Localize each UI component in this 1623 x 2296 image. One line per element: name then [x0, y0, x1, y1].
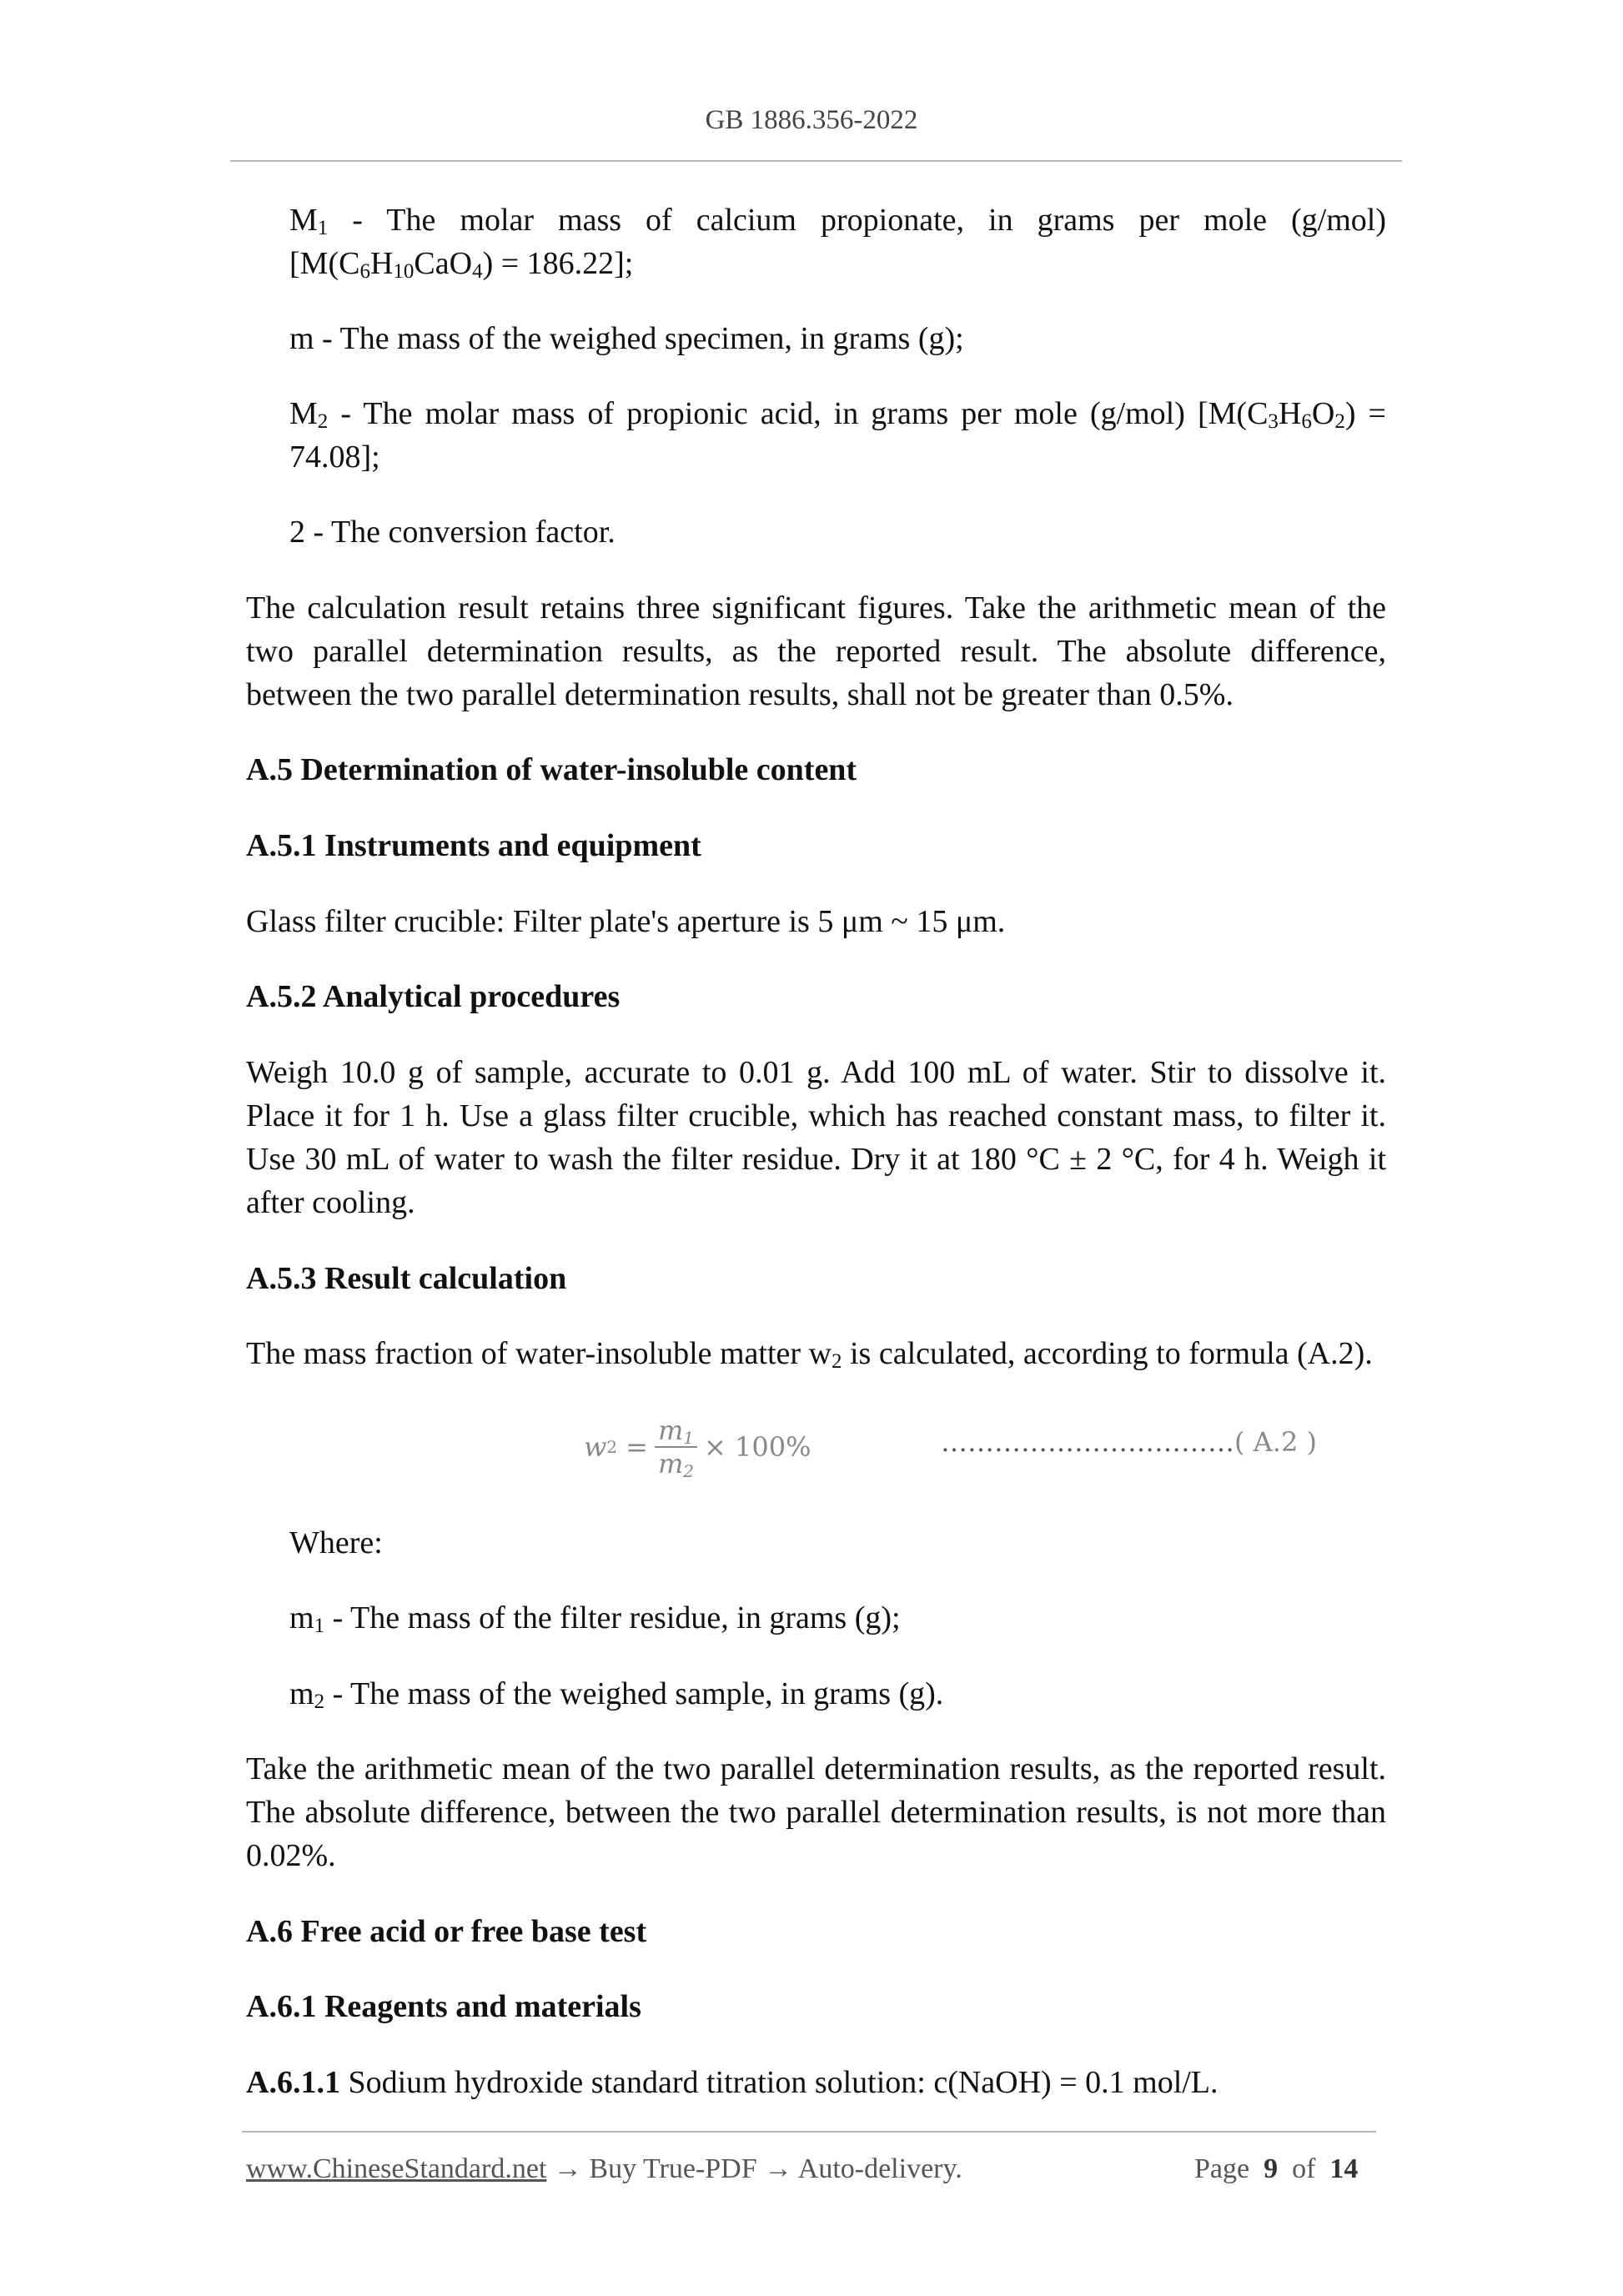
total-pages: 14: [1329, 2153, 1359, 2184]
definition-m1: $m_1$ - The mass of the filter residue, in grams (g);: [289, 1600, 901, 1637]
definition-m: m - The mass of the weighed specimen, in grams (g);: [289, 321, 964, 356]
section-heading-a6: A.6 Free acid or free base test: [246, 1914, 647, 1949]
paragraph-mass-fraction: The mass fraction of water-insoluble matter $w_2$ is calculated, according to formula (A.2).: [246, 1336, 1373, 1373]
formula-times: × 100%: [704, 1431, 812, 1463]
page-header: GB 1886.356-2022: [705, 105, 918, 135]
section-heading-a5-2: A.5.2 Analytical procedures: [246, 979, 621, 1014]
footer-promo: www.ChineseStandard.net → Buy True-PDF → Auto-delivery.: [246, 2153, 962, 2184]
paragraph-calculation: The calculation result retains three significant figures. Take the arithmetic mean of the two parallel determination results, as the reported result. The absolute difference, between the two parallel determination results, shall not be greater than 0.5%.: [246, 590, 1386, 712]
website-link[interactable]: www.ChineseStandard.net: [246, 2153, 547, 2184]
definition-M1: $M_1$ - The molar mass of calcium propionate, in grams per mole (g/mol) $[M(C_6H_{10}CaO_4) = 186.22]$;: [289, 203, 1386, 283]
current-page: 9: [1264, 2153, 1279, 2184]
page-indicator: Page 9 of 14: [1194, 2153, 1359, 2184]
formula-lhs: w: [584, 1431, 607, 1463]
paragraph-crucible: Glass filter crucible: Filter plate's aperture is 5 μm ~ 15 μm.: [246, 904, 1006, 939]
clause-number: A.6.1.1: [246, 2065, 340, 2100]
formula-fraction: $\frac{m_1}{m_2}$: [655, 1414, 697, 1480]
section-heading-a5: A.5 Determination of water-insoluble content: [246, 752, 857, 787]
footer-rule: [242, 2131, 1376, 2133]
formula-label: ( A.2 ): [1234, 1426, 1317, 1458]
clause-a6-1-1: A.6.1.1 Sodium hydroxide standard titration solution: c(NaOH) = 0.1 mol/L.: [246, 2065, 1219, 2100]
section-heading-a5-1: A.5.1 Instruments and equipment: [246, 828, 701, 863]
where-label: Where:: [289, 1525, 383, 1560]
formula-leader: ……………………………( A.2 ): [941, 1426, 1317, 1458]
header-rule: [230, 160, 1402, 162]
definition-m2: $m_2$ - The mass of the weighed sample, in grams (g).: [289, 1676, 944, 1713]
paragraph-mean: Take the arithmetic mean of the two parallel determination results, as the reported result. The absolute difference, between the two parallel determination results, is not more than 0.02%.: [246, 1751, 1386, 1873]
paragraph-procedure: Weigh 10.0 g of sample, accurate to 0.01 g. Add 100 mL of water. Stir to dissolve it. Place it for 1 h. Use a glass filter crucible, which has reached constant mass, to filter it. Use 30 mL of water to wash the filter residue. Dry it at 180 °C ± 2 °C, for 4 h. Weigh it after cooling.: [246, 1055, 1386, 1220]
formula-a2: w 2 = $\frac{m_1}{m_2}$ × 100%: [584, 1414, 812, 1481]
definition-M2: $M_2$ - The molar mass of propionic acid, in grams per mole (g/mol) $[M(C_3H_6O_2) = 74.08]$;: [289, 396, 1386, 475]
formula-equals: =: [626, 1431, 648, 1463]
section-heading-a5-3: A.5.3 Result calculation: [246, 1261, 567, 1296]
section-heading-a6-1: A.6.1 Reagents and materials: [246, 1989, 641, 2024]
definition-factor: 2 - The conversion factor.: [289, 515, 616, 550]
